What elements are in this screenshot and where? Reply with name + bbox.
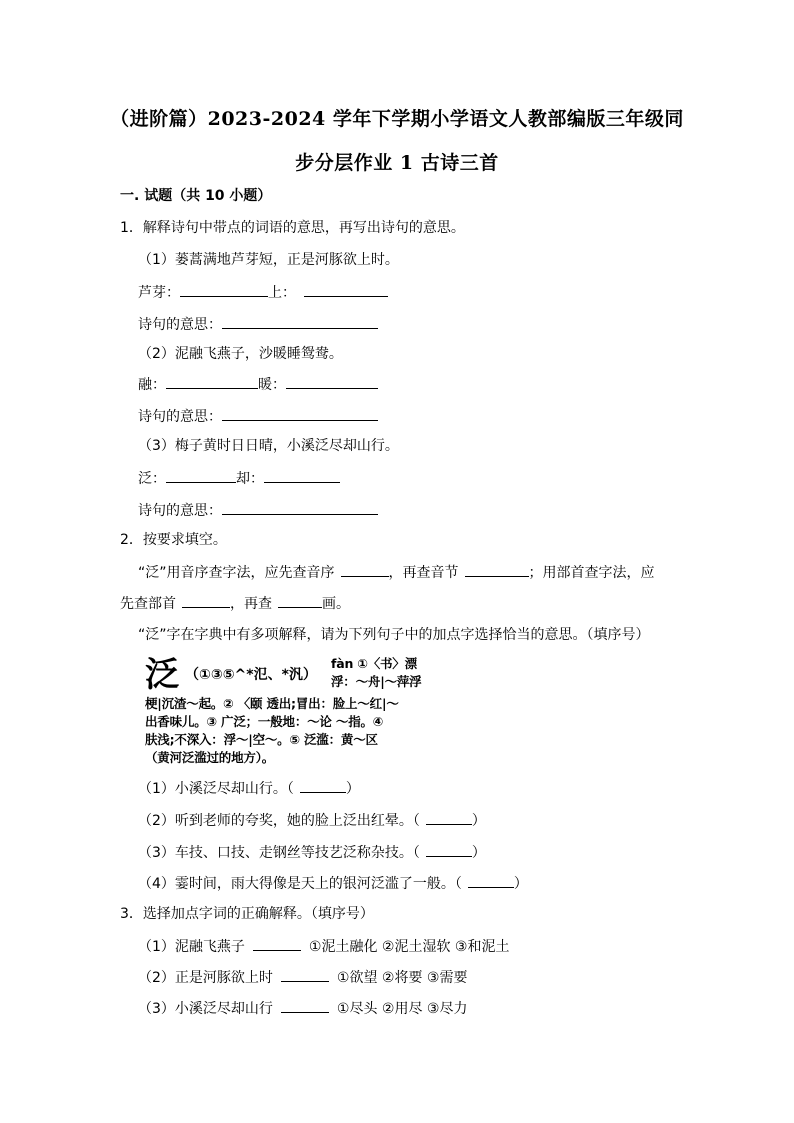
q2-sentence-1 xyxy=(138,778,360,799)
q2-text: “泛”用音序查字法，应先查音序 xyxy=(138,565,335,581)
dictionary-line: 浮：～舟|～萍浮 xyxy=(331,674,422,689)
q1-poem-3: （3）梅子黄时日日晴，小溪泛尽却山行。 xyxy=(138,438,399,454)
q2-text: ；用部首查字法，应 xyxy=(528,565,655,581)
answer-blank[interactable] xyxy=(426,842,472,857)
q1-word-label: 暖： xyxy=(258,377,286,393)
q2-sentence-text: （4）霎时间，雨大得像是天上的银河泛滥了一般。（ xyxy=(138,876,462,892)
answer-blank[interactable] xyxy=(465,562,529,577)
q2-sentence-text: （2）听到老师的夸奖，她的脸上泛出红晕。（ xyxy=(138,813,420,829)
answer-blank[interactable] xyxy=(304,282,388,297)
answer-blank[interactable] xyxy=(166,468,236,483)
answer-blank[interactable] xyxy=(222,406,378,421)
meaning-label: 诗句的意思： xyxy=(138,503,222,519)
q3-stem: 3．选择加点字词的正确解释。（填序号） xyxy=(120,906,374,922)
section-heading: 一. 试题（共 10 小题） xyxy=(120,188,272,204)
dictionary-pinyin: fàn ①〈书〉漂 xyxy=(331,656,417,671)
q2-text: 画。 xyxy=(322,596,350,612)
q1-word-label: 芦芽： xyxy=(138,285,180,301)
answer-blank[interactable] xyxy=(426,810,472,825)
q3-options: ①泥土融化 ②泥土湿软 ③和泥土 xyxy=(308,939,510,955)
dictionary-variants: （①③⑤^*氾、*汎） xyxy=(185,667,317,683)
q1-poem-2: （2）泥融飞燕子，沙暖睡鸳鸯。 xyxy=(138,346,343,362)
q2-sentence-text: （1）小溪泛尽却山行。（ xyxy=(138,781,294,797)
q1-meaning-row-2 xyxy=(138,406,378,427)
q1-word-label: 却： xyxy=(236,471,264,487)
dictionary-line: （黄河泛滥过的地方）。 xyxy=(145,750,275,765)
answer-blank[interactable] xyxy=(222,500,378,515)
dictionary-entry-image xyxy=(145,654,422,768)
q1-meaning-row-1 xyxy=(138,314,378,335)
answer-blank[interactable] xyxy=(281,967,329,982)
q1-stem: 1．解释诗句中带点的词语的意思，再写出诗句的意思。 xyxy=(120,220,465,236)
close-paren: ） xyxy=(471,845,486,861)
page-title-line-1: （进阶篇）2023-2024 学年下学期小学语文人教部编版三年级同 xyxy=(110,108,684,130)
close-paren: ） xyxy=(345,781,360,797)
q2-fill-row-1 xyxy=(138,562,655,583)
answer-blank[interactable] xyxy=(166,374,258,389)
dictionary-line: 梗|沉渣～起。② 〈颐 透出;冒出：脸上～红|～ xyxy=(145,696,399,711)
answer-blank[interactable] xyxy=(182,593,230,608)
q3-options: ①欲望 ②将要 ③需要 xyxy=(336,970,468,986)
q2-stem: 2．按要求填空。 xyxy=(120,532,227,548)
q2-text: 先查部首 xyxy=(120,596,176,612)
q2-text: ，再查 xyxy=(230,596,272,612)
answer-blank[interactable] xyxy=(468,873,514,888)
answer-blank[interactable] xyxy=(281,998,329,1013)
answer-blank[interactable] xyxy=(286,374,378,389)
q2-instruction: “泛”字在字典中有多项解释，请为下列句子中的加点字选择恰当的意思。（填序号） xyxy=(138,627,650,643)
q3-row-2 xyxy=(138,967,467,988)
q2-sentence-text: （3）车技、口技、走钢丝等技艺泛称杂技。（ xyxy=(138,845,420,861)
answer-blank[interactable] xyxy=(300,778,346,793)
dictionary-line: 出香味儿。③ 广泛；一般地：～论 ～指。④ xyxy=(145,714,384,729)
q3-row-1 xyxy=(138,936,509,957)
q2-sentence-4 xyxy=(138,873,528,894)
q3-item: （1）泥融飞燕子 xyxy=(138,939,245,955)
q1-word-label: 融： xyxy=(138,377,166,393)
q2-sentence-2 xyxy=(138,810,486,831)
close-paren: ） xyxy=(471,813,486,829)
q1-word-label: 上： xyxy=(268,285,296,301)
meaning-label: 诗句的意思： xyxy=(138,409,222,425)
page-title-line-2: 步分层作业 1 古诗三首 xyxy=(295,152,499,174)
q1-meaning-row-3 xyxy=(138,500,378,521)
answer-blank[interactable] xyxy=(341,562,389,577)
q3-item: （2）正是河豚欲上时 xyxy=(138,970,273,986)
q3-item: （3）小溪泛尽却山行 xyxy=(138,1001,273,1017)
answer-blank[interactable] xyxy=(278,593,322,608)
answer-blank[interactable] xyxy=(180,282,268,297)
q1-word-row-1 xyxy=(138,282,388,303)
q2-text: ，再查音节 xyxy=(388,565,459,581)
answer-blank[interactable] xyxy=(222,314,378,329)
q3-row-3 xyxy=(138,998,467,1019)
answer-blank[interactable] xyxy=(253,936,301,951)
q1-word-row-3 xyxy=(138,468,340,489)
q2-fill-row-2 xyxy=(120,593,350,614)
q1-poem-1: （1）蒌蒿满地芦芽短，正是河豚欲上时。 xyxy=(138,252,399,268)
dictionary-headword: 泛 xyxy=(145,655,179,695)
meaning-label: 诗句的意思： xyxy=(138,317,222,333)
answer-blank[interactable] xyxy=(264,468,340,483)
q3-options: ①尽头 ②用尽 ③尽力 xyxy=(336,1001,468,1017)
close-paren: ） xyxy=(513,876,528,892)
q1-word-label: 泛： xyxy=(138,471,166,487)
dictionary-line: 肤浅;不深入：浮～|空～。⑤ 泛滥：黄～区 xyxy=(145,732,378,747)
q1-word-row-2 xyxy=(138,374,378,395)
q2-sentence-3 xyxy=(138,842,486,863)
